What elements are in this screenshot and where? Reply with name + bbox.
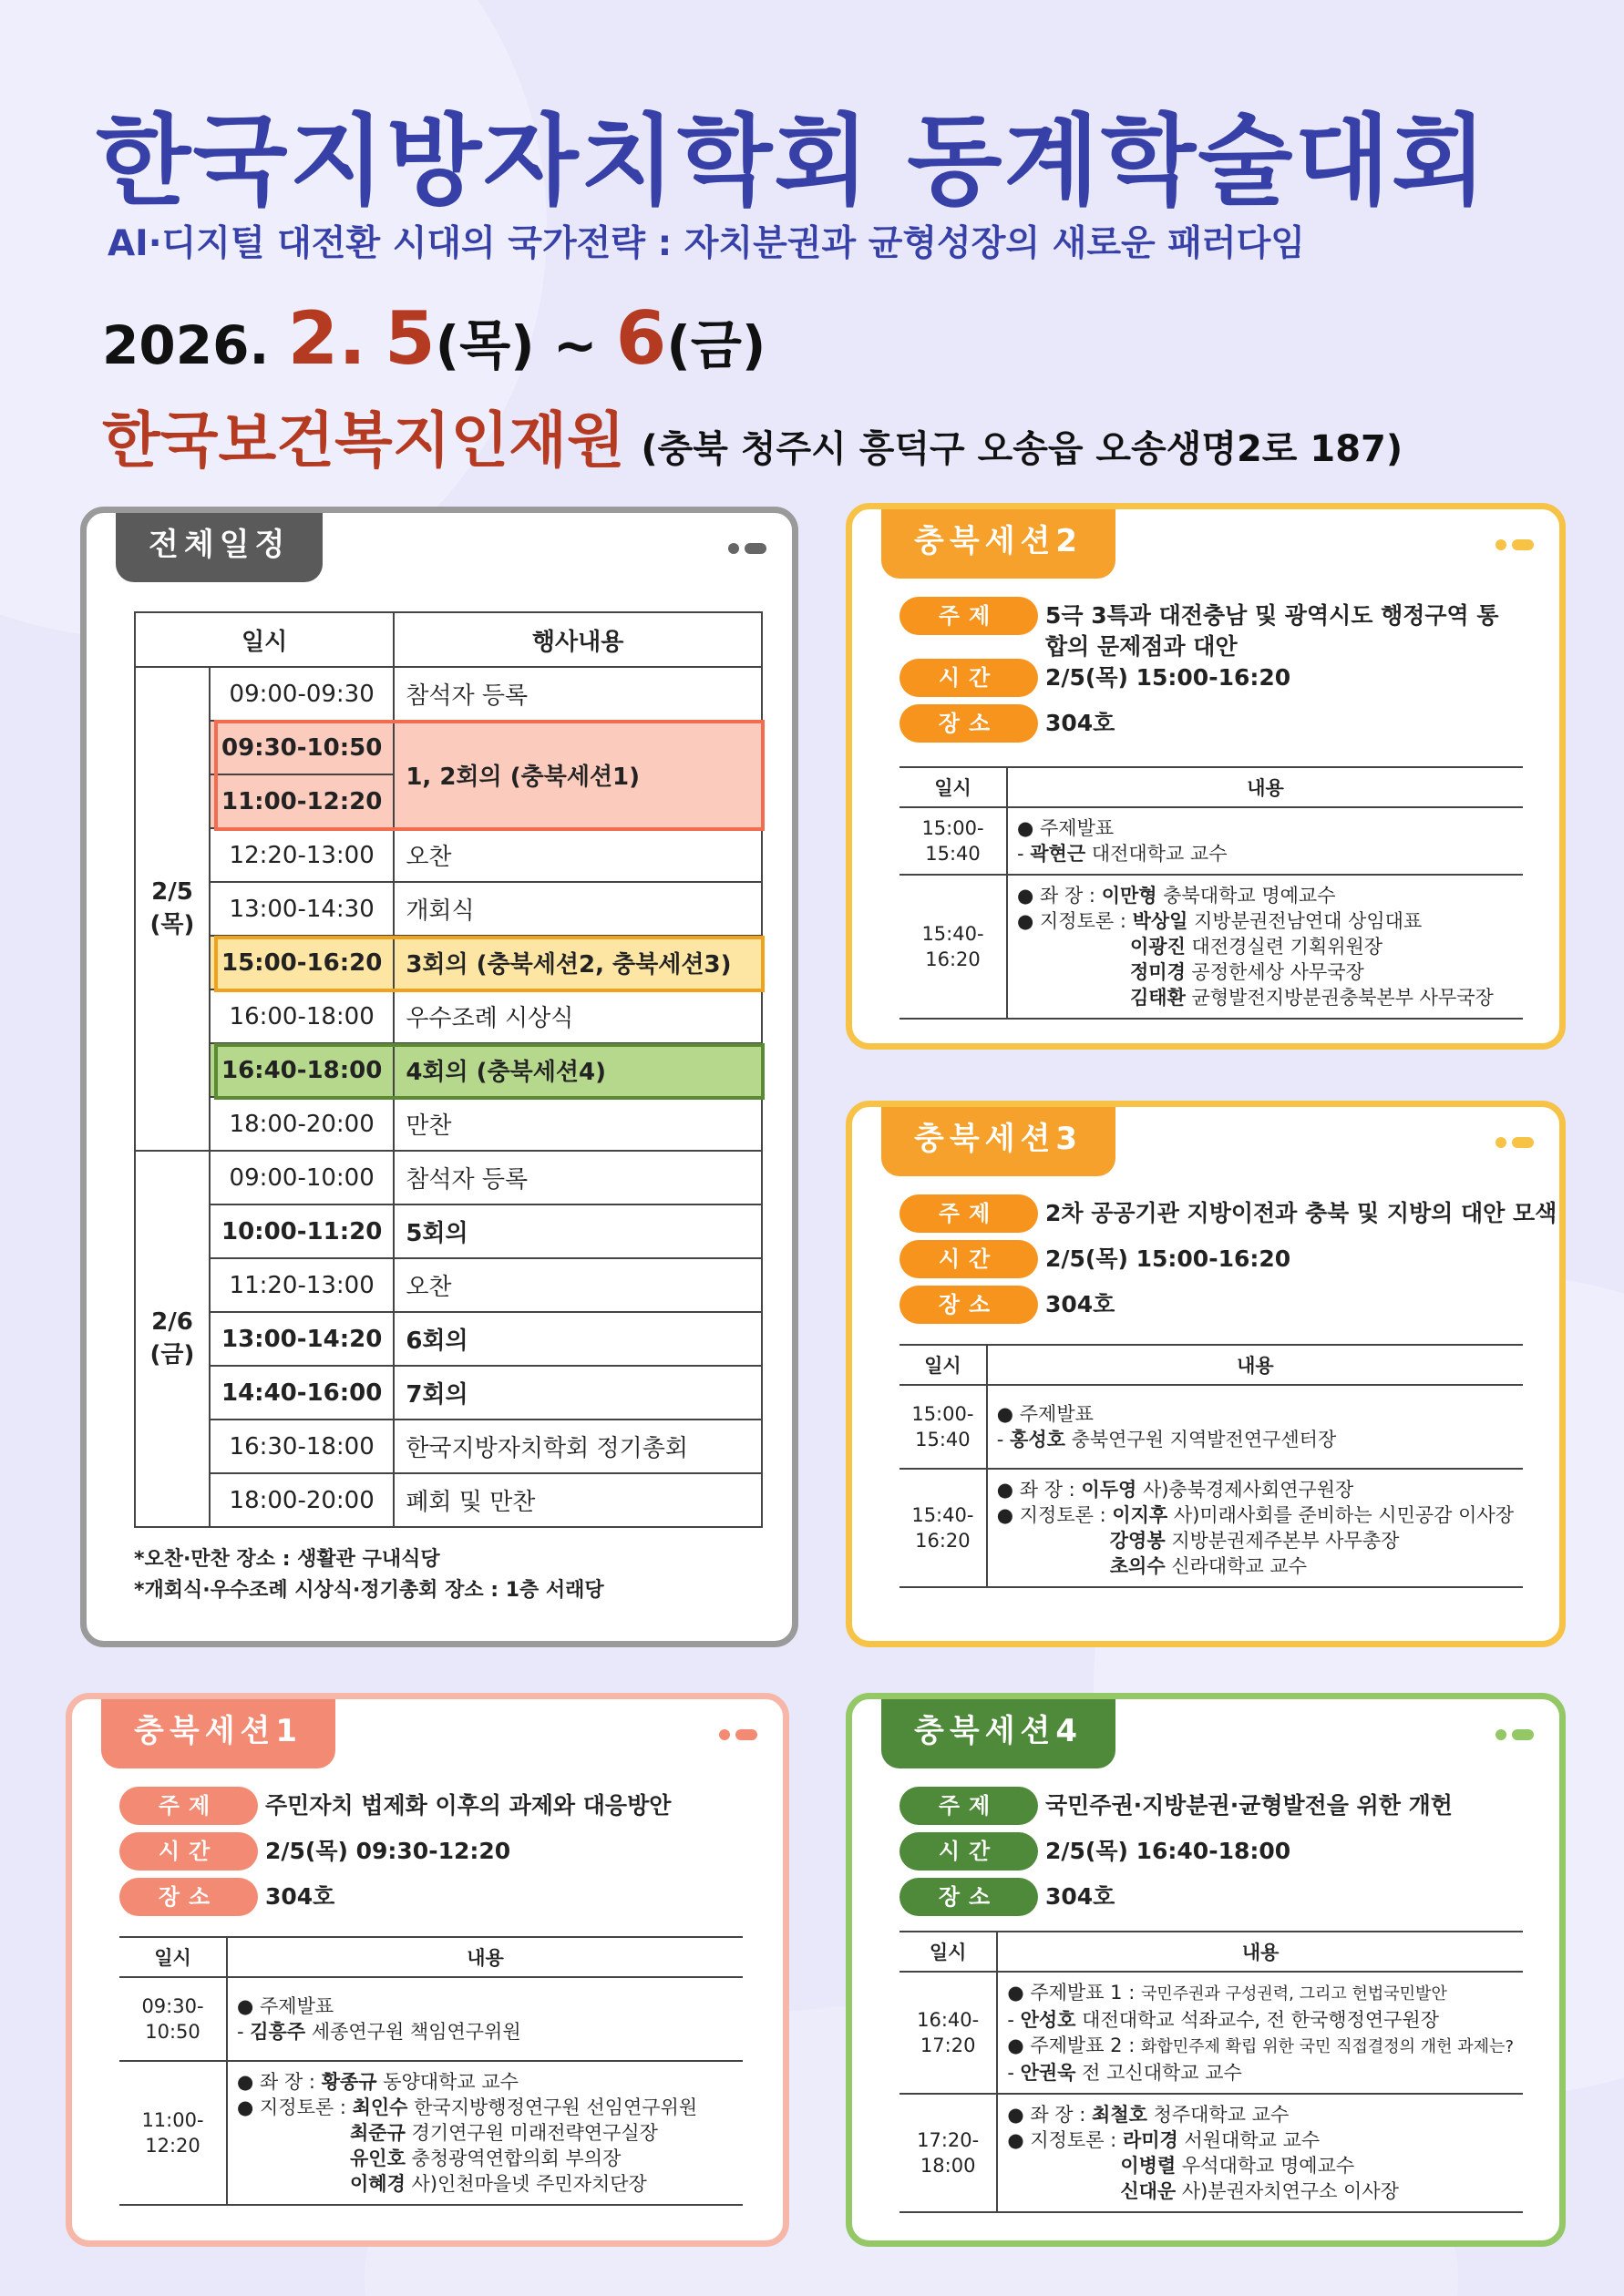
note-line: *개회식·우수조례 시상식·정기총회 장소 : 1층 서래당 bbox=[134, 1579, 604, 1602]
session3-topic: 2차 공공기관 지방이전과 충북 및 지방의 대안 모색 bbox=[1045, 1200, 1557, 1226]
date-separator: ~ bbox=[552, 314, 598, 376]
time-cell: 11:20-13:00 bbox=[210, 1258, 394, 1312]
session3-time: 2/5(목) 15:00-16:20 bbox=[1045, 1245, 1291, 1272]
event-cell: 참석자 등록 bbox=[394, 1151, 762, 1204]
table-row: 15:00- 15:40 ● 주제발표 - 곽현근 대전대학교 교수 bbox=[899, 807, 1523, 875]
window-dots bbox=[1490, 1133, 1534, 1150]
event-cell: 한국지방자치학회 정기총회 bbox=[394, 1420, 762, 1473]
session1-time: 2/5(목) 09:30-12:20 bbox=[265, 1838, 511, 1864]
time-cell: 09:00-10:00 bbox=[210, 1151, 394, 1204]
session2-topic: 5극 3특과 대전충남 및 광역시도 행정구역 통합의 문제점과 대안 bbox=[1045, 602, 1499, 660]
topic-pill: 주제 bbox=[899, 597, 1038, 635]
event-date bbox=[102, 296, 766, 381]
column-header-date: 일시 bbox=[135, 612, 394, 667]
time-cell: 16:30-18:00 bbox=[210, 1420, 394, 1473]
column-header-event: 행사내용 bbox=[394, 612, 762, 667]
session2-time: 2/5(목) 15:00-16:20 bbox=[1045, 664, 1291, 691]
overall-schedule-tab: 전체일정 bbox=[116, 513, 323, 582]
event-cell: 오찬 bbox=[394, 828, 762, 882]
date-month: 2. bbox=[287, 296, 366, 381]
event-cell: 3회의 (충북세션2, 충북세션3) bbox=[394, 936, 762, 989]
table-row: 15:40- 16:20 ● 좌 장 : 이두영 사)충북경제사회연구원장 ● 지정토론 : 이지후 사)미래사회를 준비하는 시민공감 이사장 강영봉 지방분권제주본부 사무총장 초의수 신라대학교 교수 bbox=[899, 1469, 1523, 1587]
time-pill: 시간 bbox=[899, 1832, 1038, 1871]
table-row bbox=[135, 1151, 762, 1204]
topic-pill: 주제 bbox=[119, 1787, 258, 1825]
overall-schedule-table bbox=[134, 611, 763, 1528]
table-row bbox=[135, 936, 762, 989]
session2-panel bbox=[846, 503, 1566, 1050]
time-cell: 09:00-09:30 bbox=[210, 667, 394, 721]
topic-pill: 주제 bbox=[899, 1787, 1038, 1825]
table-row bbox=[135, 721, 762, 774]
table-row bbox=[135, 1097, 762, 1151]
session2-place: 304호 bbox=[1045, 710, 1115, 736]
time-cell: 18:00-20:00 bbox=[210, 1097, 394, 1151]
window-dots bbox=[1490, 1725, 1534, 1742]
time-cell: 13:00-14:20 bbox=[210, 1312, 394, 1366]
event-cell: 폐회 및 만찬 bbox=[394, 1473, 762, 1527]
session2-table: 일시 내용 15:00- 15:40 ● 주제발표 - 곽현근 대전대학교 교수 15:40- 16:20 ● 좌 장 : 이만형 충북대학교 명예교수 ● 지정토론 : 박상일 지방분권전남연대 상임대표 이광진 대전경실련 기획위원장 정미경 공정한세상 사무국장 김태환 균형발전지방분권충북본부 사무국장 bbox=[899, 766, 1523, 1020]
session4-table: 일시 내용 16:40- 17:20 ● 주제발표 1 : 국민주권과 구성권력, 그리고 헌법국민발안 - 안성호 대전대학교 석좌교수, 전 한국행정연구원장 ● 주제발표 2 : 화합민주제 확립 위한 국민 직접결정의 개헌 과제는? - 안권욱 전 고신대학교 교수 17:20- 18:00 ● 좌 장 : 최철호 청주대학교 교수 ● 지정토론 : 라미경 서원대학교 교수 이병렬 우석대학교 명예교수 신대운 사)분권자치연구소 이사장 bbox=[899, 1931, 1523, 2213]
date-day1: 5 bbox=[384, 296, 436, 381]
place-pill: 장소 bbox=[899, 1878, 1038, 1916]
table-row bbox=[135, 1420, 762, 1473]
table-row bbox=[135, 989, 762, 1043]
event-venue bbox=[102, 392, 1403, 478]
time-cell: 14:40-16:00 bbox=[210, 1366, 394, 1420]
table-row bbox=[135, 1473, 762, 1527]
time-cell: 16:40-18:00 bbox=[210, 1043, 394, 1097]
event-cell: 6회의 bbox=[394, 1312, 762, 1366]
time-pill: 시간 bbox=[899, 1240, 1038, 1278]
session3-panel bbox=[846, 1101, 1566, 1647]
session1-panel bbox=[66, 1693, 789, 2247]
page-subtitle: AI·디지털 대전환 시대의 국가전략 : 자치분권과 균형성장의 새로운 패러다임 bbox=[108, 223, 1305, 264]
place-pill: 장소 bbox=[119, 1878, 258, 1916]
day1-cell: 2/5 (목) bbox=[135, 667, 210, 1151]
session3-place: 304호 bbox=[1045, 1291, 1115, 1317]
event-cell: 오찬 bbox=[394, 1258, 762, 1312]
event-cell: 7회의 bbox=[394, 1366, 762, 1420]
time-cell: 16:00-18:00 bbox=[210, 989, 394, 1043]
table-row bbox=[135, 882, 762, 936]
topic-pill: 주제 bbox=[899, 1194, 1038, 1233]
table-row: 09:30- 10:50 ● 주제발표 - 김흥주 세종연구원 책임연구위원 bbox=[119, 1977, 743, 2061]
event-cell: 개회식 bbox=[394, 882, 762, 936]
place-pill: 장소 bbox=[899, 704, 1038, 743]
session4-time: 2/5(목) 16:40-18:00 bbox=[1045, 1838, 1291, 1864]
schedule-notes bbox=[134, 1544, 604, 1606]
time-cell: 13:00-14:30 bbox=[210, 882, 394, 936]
time-cell: 15:00-16:20 bbox=[210, 936, 394, 989]
table-row bbox=[135, 667, 762, 721]
session1-place: 304호 bbox=[265, 1883, 335, 1910]
event-cell: 1, 2회의 (충북세션1) bbox=[394, 721, 762, 828]
table-row bbox=[135, 1043, 762, 1097]
time-cell: 09:30-10:50 bbox=[210, 721, 394, 774]
date-year: 2026. bbox=[102, 314, 270, 376]
venue-name: 한국보건복지인재원 bbox=[102, 405, 625, 476]
time-cell: 12:20-13:00 bbox=[210, 828, 394, 882]
time-cell: 10:00-11:20 bbox=[210, 1204, 394, 1258]
event-cell: 우수조례 시상식 bbox=[394, 989, 762, 1043]
session4-tab: 충북세션4 bbox=[881, 1699, 1115, 1768]
time-cell: 18:00-20:00 bbox=[210, 1473, 394, 1527]
event-cell: 4회의 (충북세션4) bbox=[394, 1043, 762, 1097]
session2-tab: 충북세션2 bbox=[881, 509, 1115, 579]
time-pill: 시간 bbox=[899, 659, 1038, 697]
event-cell: 5회의 bbox=[394, 1204, 762, 1258]
window-dots bbox=[1490, 535, 1534, 552]
place-pill: 장소 bbox=[899, 1286, 1038, 1324]
date-day2-dow: (금) bbox=[666, 314, 766, 376]
session4-place: 304호 bbox=[1045, 1883, 1115, 1910]
session3-tab: 충북세션3 bbox=[881, 1107, 1115, 1176]
session4-panel bbox=[846, 1693, 1566, 2247]
table-row: 11:00- 12:20 ● 좌 장 : 황종규 동양대학교 교수 ● 지정토론 : 최인수 한국지방행정연구원 선임연구위원 최준규 경기연구원 미래전략연구실장 유인호 충청광역연합의회 부의장 이혜경 사)인천마을넷 주민자치단장 bbox=[119, 2061, 743, 2205]
table-row bbox=[135, 1258, 762, 1312]
session1-topic: 주민자치 법제화 이후의 과제와 대응방안 bbox=[265, 1792, 672, 1819]
event-cell: 참석자 등록 bbox=[394, 667, 762, 721]
date-day1-dow: (목) bbox=[435, 314, 535, 376]
note-line: *오찬·만찬 장소 : 생활관 구내식당 bbox=[134, 1548, 440, 1571]
table-row bbox=[135, 828, 762, 882]
table-row bbox=[135, 1366, 762, 1420]
session1-table: 일시 내용 09:30- 10:50 ● 주제발표 - 김흥주 세종연구원 책임연구위원 11:00- 12:20 ● 좌 장 : 황종규 동양대학교 교수 ● 지정토론 : 최인수 한국지방행정연구원 선임연구위원 최준규 경기연구원 미래전략연구실장 유인호 충청광역연합의회 부의장 이혜경 사)인천마을넷 주민자치단장 bbox=[119, 1936, 743, 2206]
table-row: 15:00- 15:40 ● 주제발표 - 홍성호 충북연구원 지역발전연구센터장 bbox=[899, 1385, 1523, 1469]
time-pill: 시간 bbox=[119, 1832, 258, 1871]
table-row: 15:40- 16:20 ● 좌 장 : 이만형 충북대학교 명예교수 ● 지정토론 : 박상일 지방분권전남연대 상임대표 이광진 대전경실련 기획위원장 정미경 공정한세상 사무국장 김태환 균형발전지방분권충북본부 사무국장 bbox=[899, 875, 1523, 1019]
table-row: 17:20- 18:00 ● 좌 장 : 최철호 청주대학교 교수 ● 지정토론 : 라미경 서원대학교 교수 이병렬 우석대학교 명예교수 신대운 사)분권자치연구소 이사장 bbox=[899, 2094, 1523, 2212]
event-cell: 만찬 bbox=[394, 1097, 762, 1151]
time-cell: 11:00-12:20 bbox=[210, 774, 394, 828]
page-title: 한국지방자치학회 동계학술대회 bbox=[96, 105, 1489, 219]
table-row bbox=[135, 1204, 762, 1258]
venue-address: (충북 청주시 흥덕구 오송읍 오송생명2로 187) bbox=[641, 428, 1403, 470]
day2-cell: 2/6 (금) bbox=[135, 1151, 210, 1527]
overall-schedule-panel bbox=[80, 507, 798, 1647]
session4-topic: 국민주권·지방분권·균형발전을 위한 개헌 bbox=[1045, 1792, 1453, 1819]
table-row bbox=[135, 1312, 762, 1366]
date-day2: 6 bbox=[615, 296, 667, 381]
window-dots bbox=[723, 538, 766, 556]
session3-table: 일시 내용 15:00- 15:40 ● 주제발표 - 홍성호 충북연구원 지역발전연구센터장 15:40- 16:20 ● 좌 장 : 이두영 사)충북경제사회연구원장 ● 지정토론 : 이지후 사)미래사회를 준비하는 시민공감 이사장 강영봉 지방분권제주본부 사무총장 초의수 신라대학교 교수 bbox=[899, 1344, 1523, 1588]
table-row: 16:40- 17:20 ● 주제발표 1 : 국민주권과 구성권력, 그리고 헌법국민발안 - 안성호 대전대학교 석좌교수, 전 한국행정연구원장 ● 주제발표 2 : 화합민주제 확립 위한 국민 직접결정의 개헌 과제는? - 안권욱 전 고신대학교 교수 bbox=[899, 1972, 1523, 2094]
session1-tab: 충북세션1 bbox=[101, 1699, 335, 1768]
window-dots bbox=[714, 1725, 757, 1742]
